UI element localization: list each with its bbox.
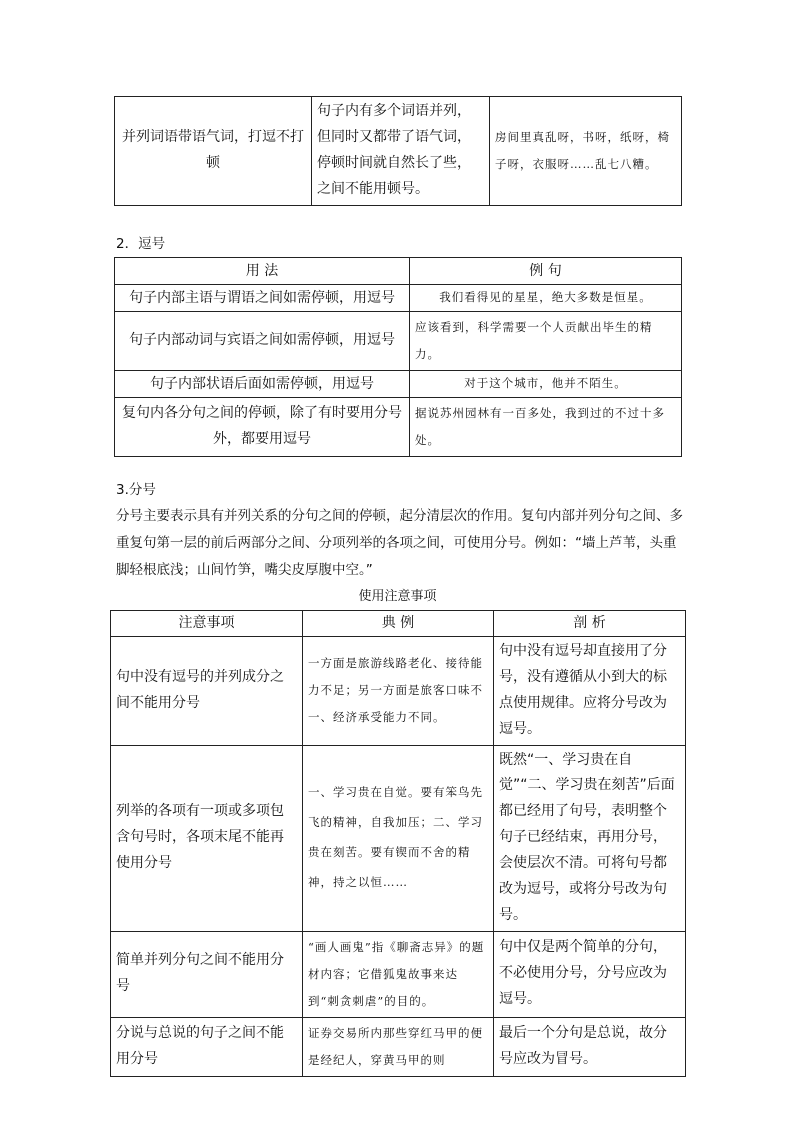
example-cell: 房间里真乱呀，书呀，纸呀，椅子呀，衣服呀……乱七八糟。 — [490, 97, 682, 206]
header-example: 典 例 — [303, 611, 494, 637]
example-cell: 应该看到，科学需要一个人贡献出毕生的精力。 — [410, 312, 682, 371]
example-cell: 据说苏州园林有一百多处，我到过的不过十多处。 — [410, 398, 682, 457]
note-cell: 句中没有逗号的并列成分之间不能用分号 — [111, 637, 303, 746]
example-cell: 一方面是旅游线路老化、接待能力不足；另一方面是旅客口味不一、经济承受能力不同。 — [303, 637, 494, 746]
table-row — [111, 637, 686, 746]
example-cell: 我们看得见的星星，绝大多数是恒星。 — [410, 285, 682, 312]
usage-cell: 句子内部动词与宾语之间如需停顿，用逗号 — [115, 312, 410, 371]
header-usage: 用 法 — [115, 258, 410, 285]
note-cell: 简单并列分句之间不能用分号 — [111, 931, 303, 1017]
example-cell: 一、学习贵在自觉。要有笨鸟先飞的精神，自我加压；二、学习贵在刻苦。要有锲而不舍的精神，持之以恒…… — [303, 745, 494, 931]
table-row — [111, 745, 686, 931]
header-example: 例 句 — [410, 258, 682, 285]
usage-cell: 句子内部状语后面如需停顿，用逗号 — [115, 371, 410, 398]
note-cell: 列举的各项有一项或多项包含句号时，各项末尾不能再使用分号 — [111, 745, 303, 931]
example-cell: 证券交易所内那些穿红马甲的便是经纪人，穿黄马甲的则 — [303, 1017, 494, 1076]
table-punctuation-continued — [114, 96, 682, 206]
table-header-row — [111, 611, 686, 637]
table-row — [111, 1017, 686, 1076]
example-cell: “画人画鬼”指《聊斋志异》的题材内容；它借狐鬼故事来达到“刺贪刺虐”的目的。 — [303, 931, 494, 1017]
table-row — [115, 398, 682, 457]
analysis-cell: 最后一个分句是总说，故分号应改为冒号。 — [494, 1017, 686, 1076]
table-row — [115, 371, 682, 398]
usage-cell: 并列词语带语气词，打逗不打顿 — [115, 97, 312, 206]
note-cell: 分说与总说的句子之间不能用分号 — [111, 1017, 303, 1076]
table-semicolon-notes — [110, 610, 686, 1077]
explanation-cell: 句子内有多个词语并列，但同时又都带了语气词，停顿时间就自然长了些，之间不能用顿号。 — [312, 97, 490, 206]
usage-cell: 句子内部主语与谓语之间如需停顿，用逗号 — [115, 285, 410, 312]
header-note: 注意事项 — [111, 611, 303, 637]
table-row — [111, 931, 686, 1017]
analysis-cell: 句中没有逗号却直接用了分号，没有遵循从小到大的标点使用规律。应将分号改为逗号。 — [494, 637, 686, 746]
example-cell: 对于这个城市，他并不陌生。 — [410, 371, 682, 398]
table-row — [115, 285, 682, 312]
analysis-cell: 既然“一、学习贵在自觉”“二、学习贵在刻苦”后面都已经用了句号，表明整个句子已经结束，再用分号，会使层次不清。可将句号都改为逗号，或将分号改为句号。 — [494, 745, 686, 931]
table-row — [115, 312, 682, 371]
table-comma — [114, 257, 682, 457]
analysis-cell: 句中仅是两个简单的分句，不必使用分号，分号应改为逗号。 — [494, 931, 686, 1017]
section-heading-comma: 2．逗号 — [116, 236, 166, 252]
section-heading-semicolon: 3.分号 — [116, 482, 156, 498]
header-analysis: 剖 析 — [494, 611, 686, 637]
table-row — [115, 97, 682, 206]
usage-cell: 复句内各分句之间的停顿，除了有时要用分号外，都要用逗号 — [115, 398, 410, 457]
table-caption: 使用注意事项 — [358, 589, 437, 604]
table-header-row — [115, 258, 682, 285]
semicolon-paragraph: 分号主要表示具有并列关系的分句之间的停顿，起分清层次的作用。复句内部并列分句之间、多重复句第一层的前后两部分之间、分项列举的各项之间，可使用分号。例如：“墙上芦苇，头重脚轻根底浅；山间竹笋，嘴尖皮厚腹中空。” — [116, 508, 683, 578]
